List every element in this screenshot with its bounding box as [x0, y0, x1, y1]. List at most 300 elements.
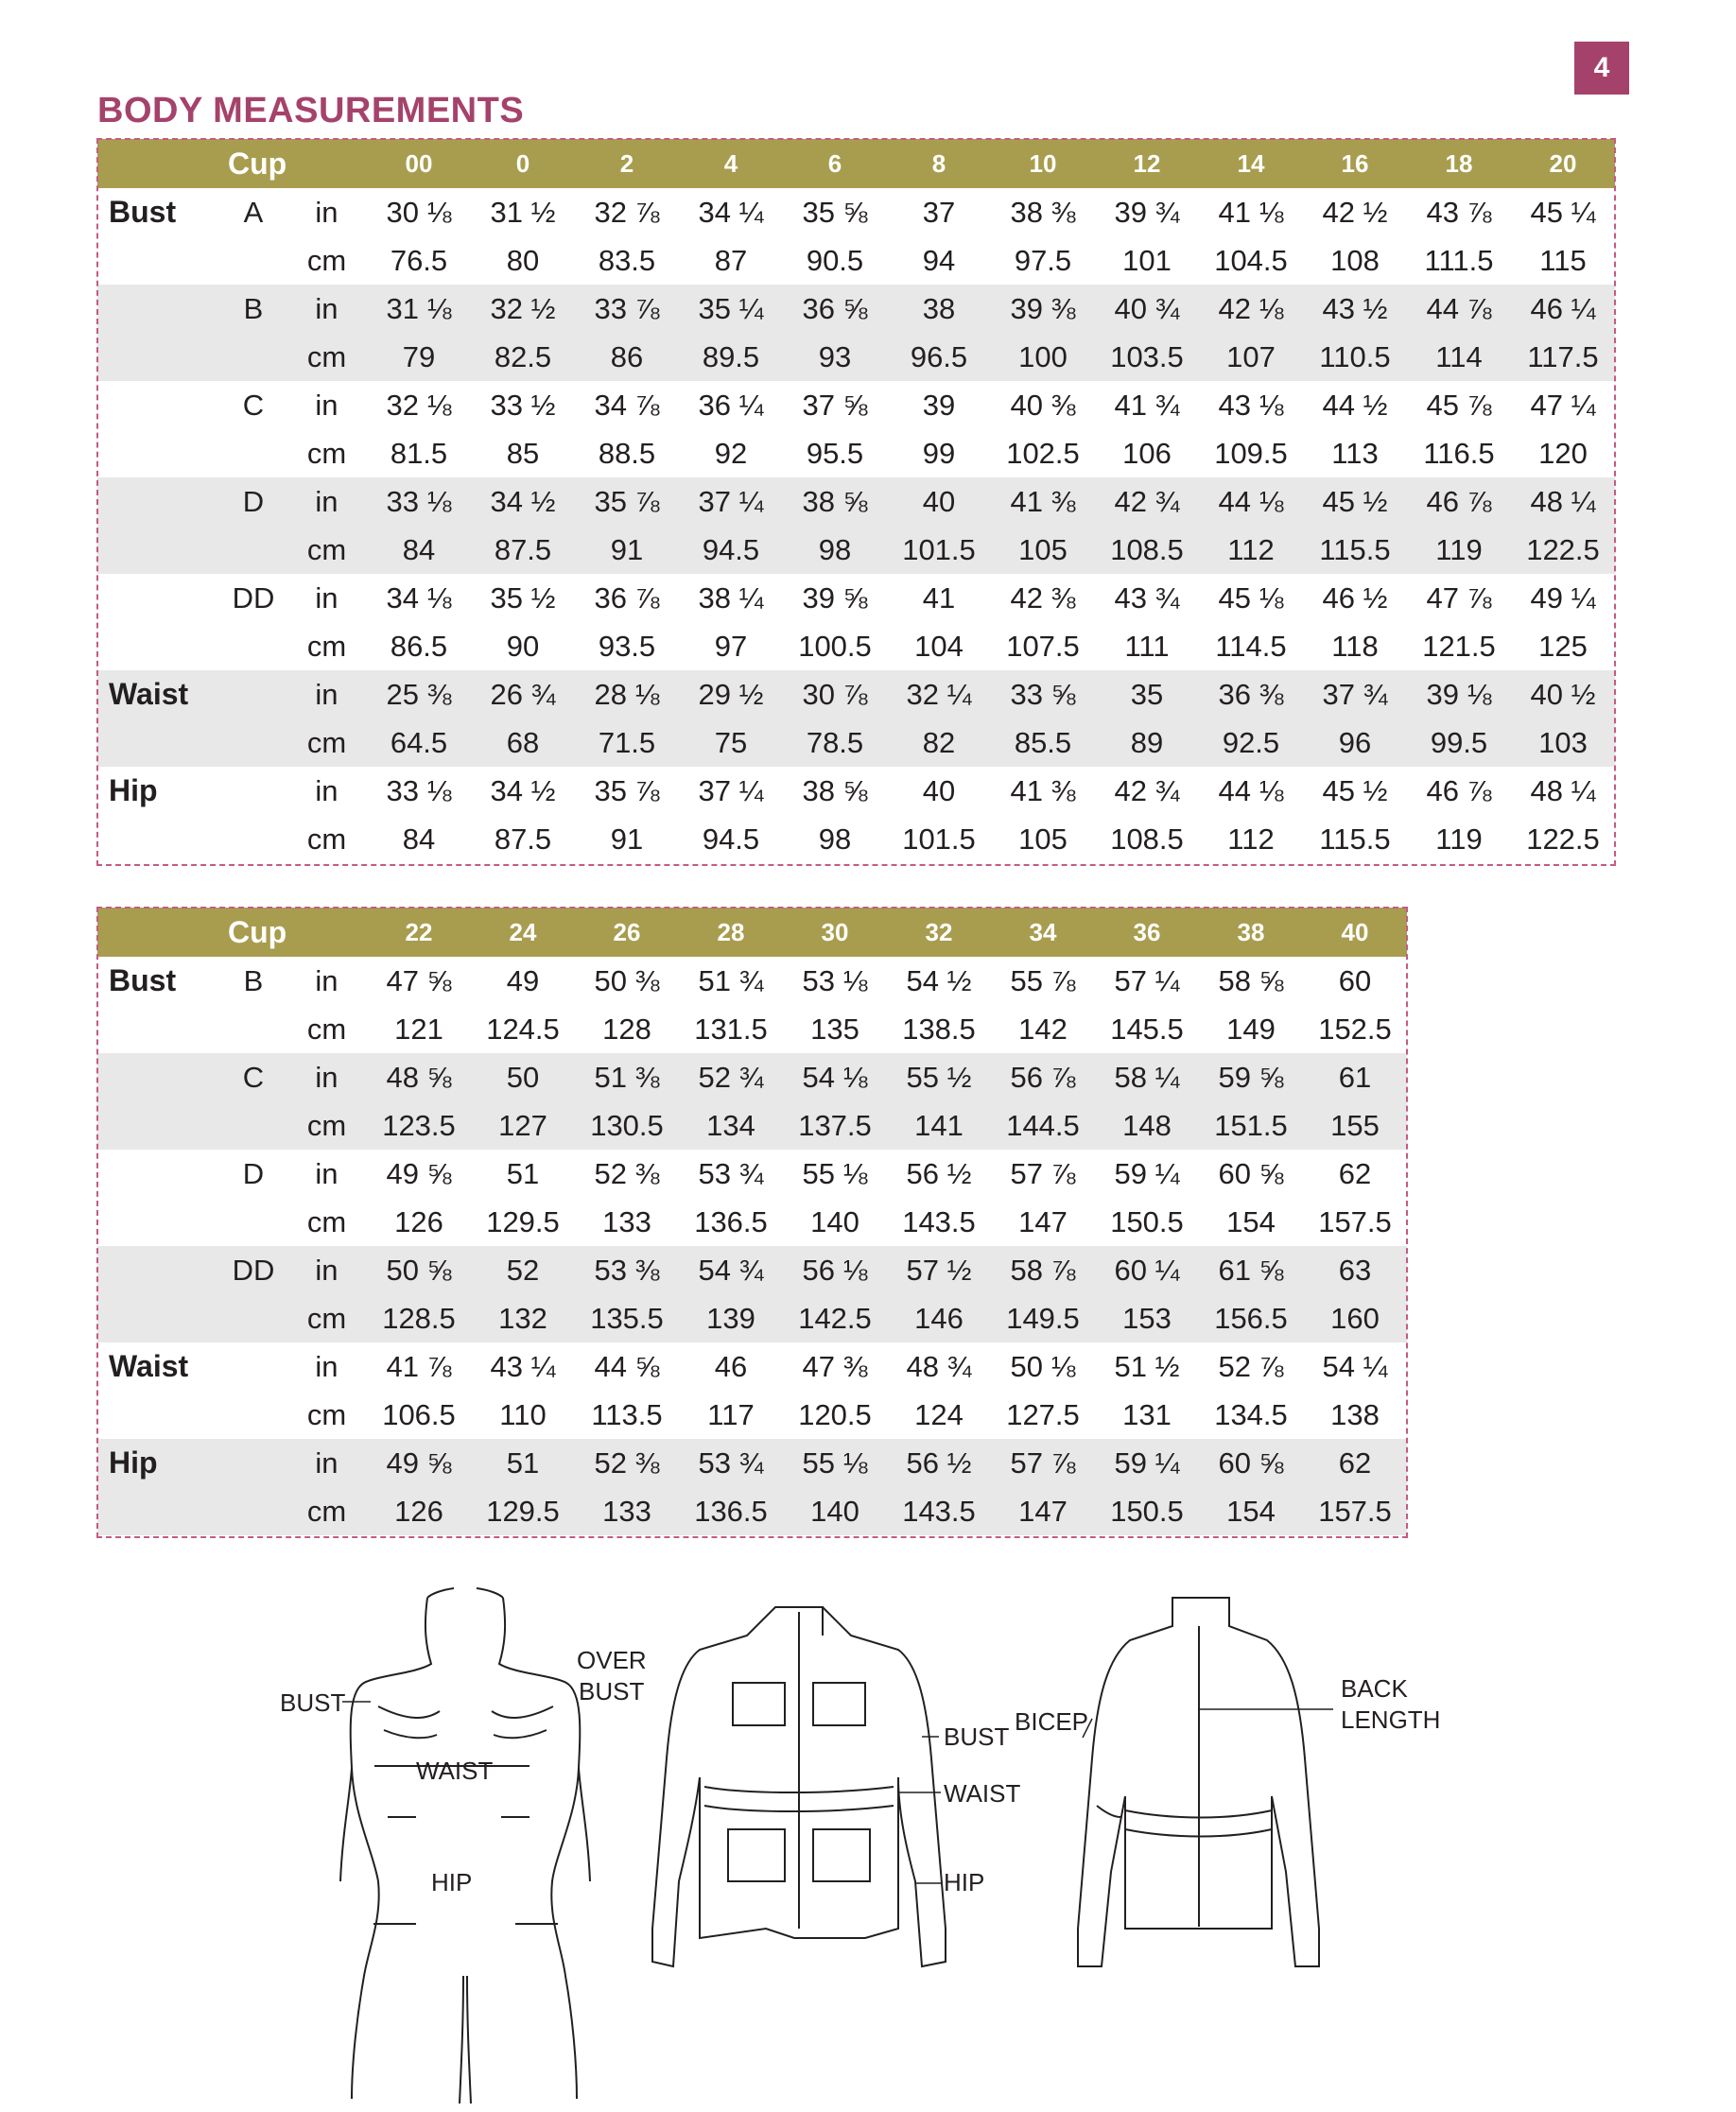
measurement-cell: 42 ¾: [1095, 477, 1199, 526]
measure-label: [97, 1101, 220, 1150]
measurement-cell: 97: [714, 629, 748, 663]
measurement-cell: 39: [922, 388, 956, 422]
measurement-cell: 135: [810, 1012, 859, 1046]
measure-label: Waist: [97, 670, 220, 718]
unit-label: cm: [306, 822, 347, 856]
measurement-cell: 50 ⅜: [594, 963, 660, 997]
measure-label: [97, 815, 220, 863]
cup-label: [220, 1198, 286, 1246]
measurement-cell: 35 ¼: [679, 285, 783, 333]
measurement-cell: 44 ⅛: [1218, 773, 1284, 807]
measurement-cell: 29 ½: [679, 670, 783, 718]
table-row: [97, 1005, 1407, 1053]
measurement-cell: 140: [783, 1487, 887, 1535]
measurement-cell: 124: [914, 1397, 963, 1431]
cup-label: [220, 718, 286, 767]
cup-label: D: [242, 1156, 265, 1190]
measurement-cell: 55 ⅞: [1010, 963, 1076, 997]
measurement-cell: 119: [1407, 526, 1511, 574]
diagram-label-waist: WAIST: [416, 1757, 494, 1785]
measurement-cell: 51 ½: [1114, 1349, 1180, 1383]
measurement-cell: 40: [887, 477, 991, 526]
measure-label: Hip: [109, 773, 158, 807]
measurement-cell: 49 ⅝: [386, 1156, 452, 1190]
measurement-cell: 45 ⅞: [1426, 388, 1492, 422]
measurement-cell: 101: [1122, 243, 1172, 277]
measurement-cell: 127: [471, 1101, 575, 1150]
measurement-cell: 54 ¼: [1322, 1349, 1388, 1383]
measurement-cell: 61: [1303, 1053, 1407, 1101]
measurement-cell: 49 ⅝: [367, 1439, 471, 1487]
size-header: 0: [471, 139, 575, 188]
measurement-cell: 33 ½: [490, 388, 556, 422]
table-row: [97, 429, 1615, 477]
measurement-cell: 43 ⅞: [1426, 195, 1492, 229]
diagram-label-back-length: BACK: [1341, 1674, 1408, 1703]
measurement-cell: 53 ⅛: [802, 963, 868, 997]
measurement-cell: 93.5: [598, 629, 656, 663]
measurement-cell: 99.5: [1407, 718, 1511, 767]
measurement-cell: 39 ⅜: [991, 285, 1095, 333]
diagram-label-over-bust: BUST: [579, 1677, 645, 1705]
measurement-cell: 38: [887, 285, 991, 333]
measurement-cell: 147: [991, 1487, 1095, 1535]
measurement-cell: 51 ¾: [698, 963, 764, 997]
measurement-cell: 55 ⅛: [783, 1439, 887, 1487]
measurement-cell: 36 ⅜: [1199, 670, 1303, 718]
measurement-cell: 53 ⅜: [575, 1246, 679, 1294]
measurement-cell: 56 ⅛: [783, 1246, 887, 1294]
measurement-cell: 107: [1199, 333, 1303, 381]
measurement-cell: 131.5: [694, 1012, 768, 1046]
measurement-cell: 101.5: [902, 822, 976, 856]
diagram-label-bust: BUST: [280, 1688, 346, 1717]
cup-label: [220, 1342, 286, 1391]
measurement-cell: 143.5: [902, 1204, 976, 1238]
measurement-cell: 117: [707, 1397, 755, 1431]
measure-label: [97, 1487, 220, 1535]
measurement-cell: 79: [367, 333, 471, 381]
measurement-cell: 90.5: [806, 243, 864, 277]
measurement-cell: 85.5: [991, 718, 1095, 767]
measurement-cell: 157.5: [1318, 1204, 1392, 1238]
measurement-cell: 40: [922, 773, 956, 807]
table-row: [97, 957, 1407, 1005]
measurement-cell: 104.5: [1214, 243, 1288, 277]
measurement-cell: 34 ½: [490, 773, 556, 807]
measurement-cell: 34 ⅞: [594, 388, 660, 422]
measurement-cell: 45 ½: [1322, 773, 1388, 807]
cup-label: DD: [220, 1246, 286, 1294]
measurement-cell: 33 ⅝: [991, 670, 1095, 718]
measurement-cell: 34 ¼: [698, 195, 764, 229]
measurement-cell: 34 ⅛: [386, 580, 452, 615]
measurement-cell: 138.5: [902, 1012, 976, 1046]
measurement-cell: 52: [471, 1246, 575, 1294]
size-header: 20: [1511, 139, 1615, 188]
measurement-cell: 129.5: [486, 1204, 560, 1238]
table-row: [97, 815, 1615, 863]
table-row: [97, 1101, 1407, 1150]
table-row: [97, 622, 1615, 670]
measurement-cell: 126: [394, 1204, 443, 1238]
unit-label: cm: [306, 629, 347, 663]
measurement-cell: 38 ⅝: [783, 477, 887, 526]
measure-label: Bust: [109, 963, 177, 997]
measurement-cell: 149: [1226, 1012, 1276, 1046]
measurements-table-large: [97, 908, 1407, 1535]
measure-label: [97, 1053, 220, 1101]
measurement-cell: 107.5: [1006, 629, 1080, 663]
unit-label: in: [315, 963, 339, 997]
measurement-cell: 94.5: [679, 526, 783, 574]
unit-label: in: [286, 477, 367, 526]
measurement-cell: 140: [810, 1204, 859, 1238]
measurement-cell: 96.5: [887, 333, 991, 381]
measurement-cell: 78.5: [783, 718, 887, 767]
measurement-cell: 87.5: [471, 526, 575, 574]
size-header: 22: [367, 908, 471, 957]
measurement-cell: 121: [394, 1012, 443, 1046]
cup-label: A: [243, 195, 264, 229]
measurement-cell: 25 ⅜: [367, 670, 471, 718]
measurement-cell: 32 ¼: [887, 670, 991, 718]
measurement-cell: 132: [471, 1294, 575, 1342]
measurement-cell: 89.5: [679, 333, 783, 381]
measurement-cell: 91: [610, 822, 644, 856]
measure-label: [97, 477, 220, 526]
measurements-table-small: [97, 139, 1615, 863]
measurement-cell: 53 ¾: [698, 1156, 764, 1190]
measurement-cell: 45 ½: [1303, 477, 1407, 526]
measurement-cell: 60 ⅝: [1199, 1439, 1303, 1487]
table-row: [97, 1246, 1407, 1294]
diagram-label-back-length: LENGTH: [1341, 1705, 1441, 1734]
measurement-cell: 126: [367, 1487, 471, 1535]
measurement-cell: 99: [922, 436, 956, 470]
measurement-cell: 39 ⅝: [802, 580, 868, 615]
measure-label: [97, 1198, 220, 1246]
measurement-cell: 58 ¼: [1095, 1053, 1199, 1101]
table-row: [97, 477, 1615, 526]
measurement-cell: 82: [887, 718, 991, 767]
measurement-cell: 32 ⅛: [386, 388, 452, 422]
measurement-cell: 155: [1303, 1101, 1407, 1150]
measurement-cell: 40 ⅜: [1010, 388, 1076, 422]
measurement-cell: 112: [1227, 822, 1275, 856]
header-blank: [97, 908, 220, 957]
measurement-cell: 86.5: [390, 629, 448, 663]
measurement-cell: 57 ⅞: [1010, 1156, 1076, 1190]
measurement-cell: 33 ⅛: [367, 477, 471, 526]
measurement-cell: 76.5: [390, 243, 448, 277]
measurement-cell: 35 ½: [490, 580, 556, 615]
measurement-cell: 52 ¾: [679, 1053, 783, 1101]
measurement-cell: 92: [714, 436, 748, 470]
measurement-cell: 42 ¾: [1114, 773, 1180, 807]
measurement-cell: 113: [1331, 436, 1379, 470]
measurement-cell: 61 ⅝: [1199, 1246, 1303, 1294]
measurement-cell: 47 ⅜: [802, 1349, 868, 1383]
measurement-cell: 93: [783, 333, 887, 381]
measurement-cell: 64.5: [367, 718, 471, 767]
measurement-cell: 148: [1095, 1101, 1199, 1150]
measurement-cell: 124.5: [486, 1012, 560, 1046]
unit-label: cm: [306, 243, 347, 277]
diagram-label-bicep: BICEP: [1015, 1707, 1089, 1736]
measurement-cell: 111.5: [1424, 243, 1494, 277]
diagram-label-jacket-hip: HIP: [944, 1868, 985, 1896]
measurement-cell: 117.5: [1511, 333, 1615, 381]
measurement-cell: 128: [602, 1012, 651, 1046]
measurement-cell: 115.5: [1303, 526, 1407, 574]
measurement-cell: 41 ⅜: [991, 477, 1095, 526]
measurement-cell: 109.5: [1214, 436, 1288, 470]
unit-label: cm: [286, 1294, 367, 1342]
measurement-cell: 105: [991, 526, 1095, 574]
measurement-cell: 44 ⅞: [1407, 285, 1511, 333]
measurement-cell: 43 ¾: [1114, 580, 1180, 615]
measurement-cell: 108.5: [1110, 822, 1184, 856]
measurement-cell: 41 ⅞: [386, 1349, 452, 1383]
measurement-cell: 46 ¼: [1511, 285, 1615, 333]
unit-label: cm: [286, 1101, 367, 1150]
measure-label: Waist: [109, 1349, 189, 1383]
measurement-cell: 46 ⅞: [1426, 773, 1492, 807]
measurement-cell: 121.5: [1422, 629, 1496, 663]
cup-label: B: [220, 285, 286, 333]
measure-label: [97, 718, 220, 767]
cup-label: [220, 526, 286, 574]
unit-label: in: [315, 1349, 339, 1383]
measurement-cell: 33 ⅛: [386, 773, 452, 807]
table-row: [97, 574, 1615, 622]
diagram-label-jacket-bust: BUST: [944, 1722, 1010, 1751]
measurement-cell: 112: [1199, 526, 1303, 574]
unit-label: in: [315, 580, 339, 615]
measurement-cell: 58 ⅝: [1218, 963, 1284, 997]
measurement-cell: 31 ⅛: [367, 285, 471, 333]
measurement-cell: 110: [499, 1397, 547, 1431]
measurement-cell: 104: [914, 629, 963, 663]
measurement-cell: 150.5: [1110, 1204, 1184, 1238]
measurement-cell: 103.5: [1095, 333, 1199, 381]
table-row: [97, 670, 1615, 718]
measurement-cell: 49 ¼: [1530, 580, 1596, 615]
measurement-cell: 133: [575, 1487, 679, 1535]
measurement-cell: 120.5: [798, 1397, 872, 1431]
measurement-cell: 110.5: [1303, 333, 1407, 381]
measurement-cell: 40 ¾: [1095, 285, 1199, 333]
measurement-cell: 41: [922, 580, 956, 615]
measurement-cell: 94: [922, 243, 956, 277]
cup-label: [220, 1101, 286, 1150]
measurement-cell: 152.5: [1318, 1012, 1392, 1046]
table-row: [97, 718, 1615, 767]
table-row: [97, 1342, 1407, 1391]
measurement-cell: 43 ⅛: [1218, 388, 1284, 422]
measure-label: [97, 1391, 220, 1439]
measurement-cell: 60 ¼: [1095, 1246, 1199, 1294]
measurement-cell: 137.5: [783, 1101, 887, 1150]
measurement-cell: 36 ¼: [698, 388, 764, 422]
measurement-cell: 88.5: [598, 436, 656, 470]
size-header: 40: [1303, 908, 1407, 957]
measurement-cell: 111: [1124, 629, 1170, 663]
cup-header: Cup: [220, 908, 367, 957]
size-header: 28: [679, 908, 783, 957]
size-header: 4: [679, 139, 783, 188]
measurement-diagrams: [0, 1569, 1736, 2112]
measurement-cell: 68: [471, 718, 575, 767]
table-row: [97, 1294, 1407, 1342]
measurement-cell: 145.5: [1110, 1012, 1184, 1046]
measure-label: [97, 1246, 220, 1294]
measurement-cell: 37: [922, 195, 956, 229]
measurement-cell: 84: [367, 526, 471, 574]
unit-label: in: [286, 1439, 367, 1487]
measurement-cell: 98: [783, 526, 887, 574]
page-number: 4: [1574, 42, 1629, 95]
measurement-cell: 154: [1199, 1487, 1303, 1535]
measurement-cell: 55 ½: [887, 1053, 991, 1101]
cup-label: [220, 236, 286, 285]
unit-label: in: [286, 285, 367, 333]
unit-label: in: [315, 388, 339, 422]
measurement-cell: 90: [506, 629, 540, 663]
measurement-cell: 91: [575, 526, 679, 574]
measure-label: [97, 526, 220, 574]
measure-label: [97, 574, 220, 622]
measurement-cell: 85: [506, 436, 540, 470]
measurement-cell: 82.5: [471, 333, 575, 381]
measure-label: [97, 1294, 220, 1342]
measurement-cell: 106.5: [382, 1397, 456, 1431]
measurement-cell: 96: [1303, 718, 1407, 767]
measurement-cell: 54 ⅛: [783, 1053, 887, 1101]
measurement-cell: 36 ⅞: [594, 580, 660, 615]
size-header: 38: [1199, 908, 1303, 957]
measurement-cell: 60 ⅝: [1218, 1156, 1284, 1190]
cup-label: C: [220, 1053, 286, 1101]
diagram-label-over-bust: OVER: [577, 1646, 647, 1674]
measurement-cell: 128.5: [367, 1294, 471, 1342]
measure-label: [97, 1150, 220, 1198]
measurement-cell: 44 ⅝: [594, 1349, 660, 1383]
measurement-cell: 30 ⅛: [386, 195, 452, 229]
cup-label: [220, 1005, 286, 1053]
diagram-leader-lines: [342, 1702, 1333, 1883]
size-header: 24: [471, 908, 575, 957]
measurement-cell: 142.5: [783, 1294, 887, 1342]
measurement-cell: 56 ½: [906, 1156, 972, 1190]
measurement-cell: 31 ½: [490, 195, 556, 229]
measurement-cell: 108: [1330, 243, 1380, 277]
table-row: [97, 1150, 1407, 1198]
measurement-cell: 133: [602, 1204, 651, 1238]
measurement-cell: 115.5: [1319, 822, 1391, 856]
measurement-cell: 130.5: [575, 1101, 679, 1150]
cup-label: [220, 1487, 286, 1535]
measurement-cell: 150.5: [1095, 1487, 1199, 1535]
measurement-cell: 87: [714, 243, 748, 277]
measurement-cell: 39 ¾: [1114, 195, 1180, 229]
measurement-cell: 160: [1303, 1294, 1407, 1342]
measurement-cell: 55 ⅛: [802, 1156, 868, 1190]
measurement-cell: 49: [506, 963, 540, 997]
measurement-cell: 131: [1122, 1397, 1172, 1431]
cup-label: [220, 670, 286, 718]
size-header: 34: [991, 908, 1095, 957]
measurement-cell: 35: [1095, 670, 1199, 718]
measurement-cell: 37 ¼: [679, 477, 783, 526]
measurement-cell: 41 ⅛: [1218, 195, 1284, 229]
measurement-cell: 54 ¾: [679, 1246, 783, 1294]
diagram-label-jacket-waist: WAIST: [944, 1779, 1021, 1808]
measure-label: [97, 236, 220, 285]
measurement-cell: 48 ¾: [906, 1349, 972, 1383]
measure-label: [97, 333, 220, 381]
measurement-cell: 38 ⅜: [1010, 195, 1076, 229]
measurement-cell: 149.5: [991, 1294, 1095, 1342]
measurement-cell: 84: [402, 822, 436, 856]
cup-label: B: [243, 963, 264, 997]
cup-label: [220, 333, 286, 381]
measurement-cell: 75: [679, 718, 783, 767]
unit-label: cm: [286, 718, 367, 767]
measurement-cell: 59 ¼: [1095, 1439, 1199, 1487]
measurement-cell: 46: [714, 1349, 748, 1383]
measurement-cell: 127.5: [1006, 1397, 1080, 1431]
measurement-cell: 47 ¼: [1530, 388, 1596, 422]
measurement-cell: 125: [1538, 629, 1588, 663]
measurement-cell: 35 ⅞: [575, 477, 679, 526]
measurement-cell: 94.5: [702, 822, 760, 856]
cup-label: C: [242, 388, 265, 422]
cup-label: [220, 815, 286, 863]
measurement-cell: 129.5: [471, 1487, 575, 1535]
measurement-cell: 97.5: [1014, 243, 1072, 277]
measurement-cell: 108.5: [1095, 526, 1199, 574]
measurement-cell: 147: [1018, 1204, 1068, 1238]
measurement-cell: 122.5: [1526, 822, 1600, 856]
measurement-cell: 57 ⅞: [991, 1439, 1095, 1487]
measurement-cell: 50: [471, 1053, 575, 1101]
measurement-cell: 53 ¾: [679, 1439, 783, 1487]
measurement-cell: 37 ⅝: [802, 388, 868, 422]
measurement-cell: 118: [1331, 629, 1379, 663]
table-row: [97, 1391, 1407, 1439]
body-form-illustration: [340, 1588, 590, 2103]
size-header: 32: [887, 908, 991, 957]
measurement-cell: 58 ⅞: [991, 1246, 1095, 1294]
unit-label: in: [315, 1156, 339, 1190]
measurement-cell: 62: [1303, 1439, 1407, 1487]
table-row: [97, 1439, 1407, 1487]
measurement-cell: 60: [1338, 963, 1372, 997]
table-row: [97, 188, 1615, 236]
measurement-cell: 115: [1539, 243, 1587, 277]
unit-label: cm: [286, 526, 367, 574]
measurement-cell: 100: [991, 333, 1095, 381]
measurement-cell: 83.5: [598, 243, 656, 277]
measurement-cell: 151.5: [1199, 1101, 1303, 1150]
measurement-cell: 37 ¼: [698, 773, 764, 807]
size-header: 8: [887, 139, 991, 188]
measurement-cell: 59 ¼: [1114, 1156, 1180, 1190]
measurement-cell: 156.5: [1199, 1294, 1303, 1342]
measurement-cell: 62: [1338, 1156, 1372, 1190]
